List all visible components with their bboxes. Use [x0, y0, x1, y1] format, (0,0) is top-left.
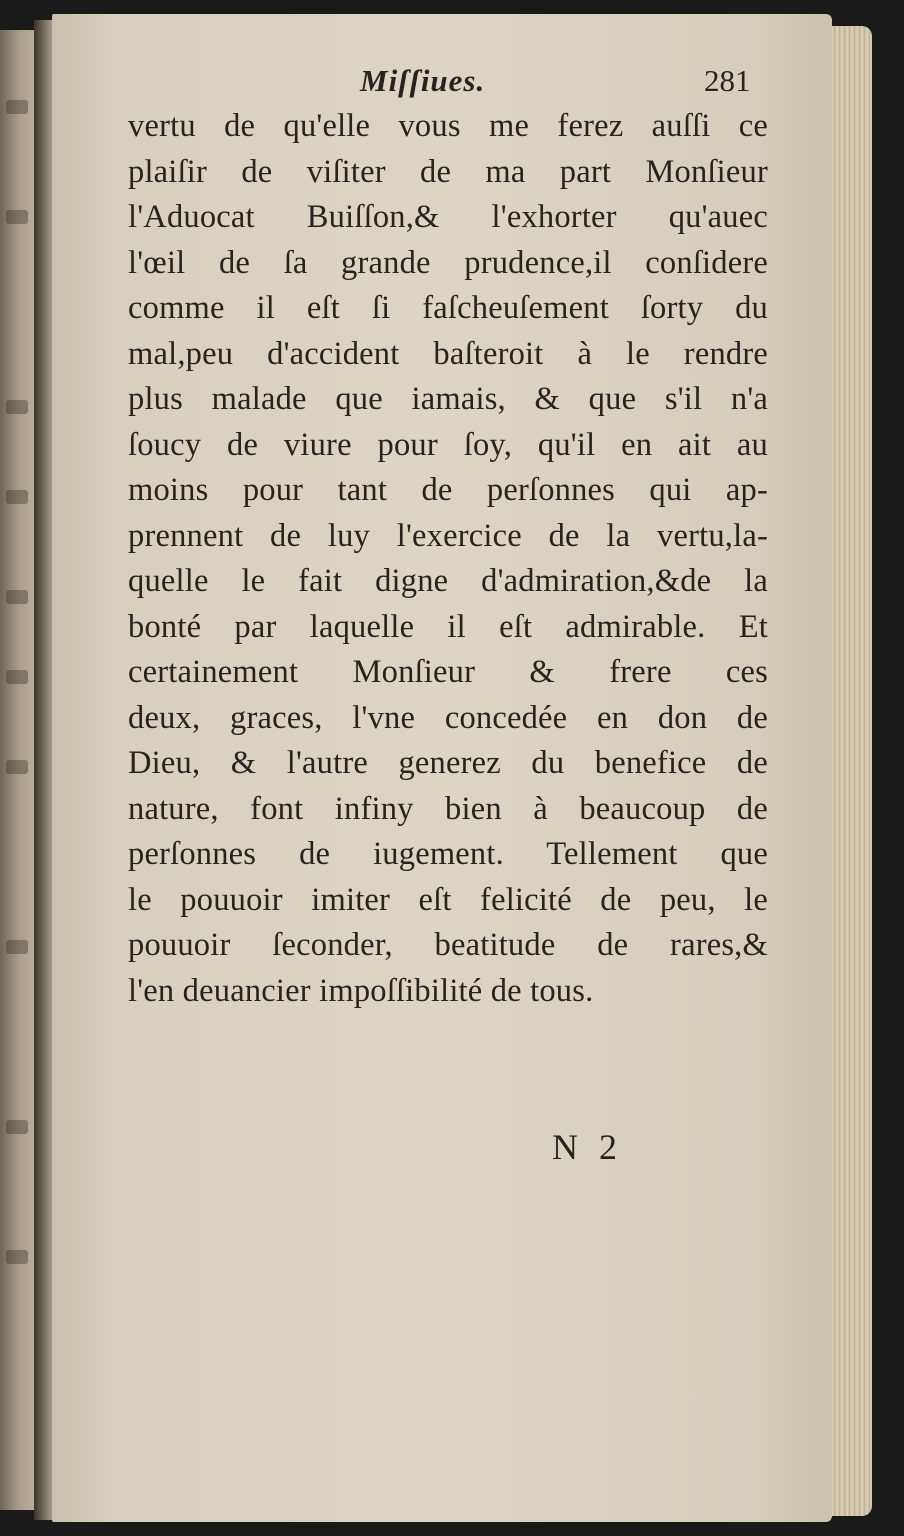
- text-line: vertu de qu'elle vous me ferez auſſi ce: [128, 108, 768, 144]
- text-line: plus malade que iamais, & que s'il n'a: [128, 381, 768, 417]
- page-number: 281: [704, 63, 751, 98]
- running-head: Miſſiues.: [360, 63, 486, 98]
- text-line: nature, font infiny bien à beaucoup de: [128, 790, 768, 827]
- text-line: quelle le fait digne d'admiration,&de la: [128, 563, 768, 599]
- text-line: l'en deuancier impoſſibilité de tous.: [128, 972, 594, 1009]
- text-line: bonté par laquelle il eſt admirable. Et: [128, 608, 768, 645]
- text-line: pouuoir ſeconder, beatitude de rares,&: [128, 927, 768, 963]
- text-line: deux, graces, l'vne concedée en don de: [128, 699, 768, 736]
- text-line: ſoucy de viure pour ſoy, qu'il en ait au: [128, 426, 768, 463]
- text-line: moins pour tant de perſonnes qui ap-: [128, 472, 768, 508]
- previous-page-edge: [0, 30, 34, 1510]
- text-line: perſonnes de iugement. Tellement que: [128, 836, 768, 872]
- text-line: plaiſir de viſiter de ma part Monſieur: [128, 153, 768, 190]
- page-fore-edge: [826, 26, 872, 1516]
- page-leaf: [52, 14, 832, 1522]
- text-block: [128, 58, 768, 1009]
- text-line: comme il eſt ſi faſcheuſement ſorty du: [128, 290, 768, 326]
- text-line: mal,peu d'accident baſteroit à le rendre: [128, 335, 768, 372]
- signature-mark: N 2: [552, 1127, 623, 1167]
- text-line: Dieu, & l'autre generez du benefice de: [128, 745, 768, 781]
- text-line: certainement Monſieur & frere ces: [128, 654, 768, 690]
- text-line: l'œil de ſa grande prudence,il conſidere: [128, 244, 768, 281]
- text-line: prennent de luy l'exercice de la vertu,la-: [128, 517, 768, 554]
- text-line: le pouuoir imiter eſt felicité de peu, le: [128, 881, 768, 918]
- body-text: [128, 104, 768, 1014]
- text-line: l'Aduocat Buiſſon,& l'exhorter qu'auec: [128, 199, 768, 235]
